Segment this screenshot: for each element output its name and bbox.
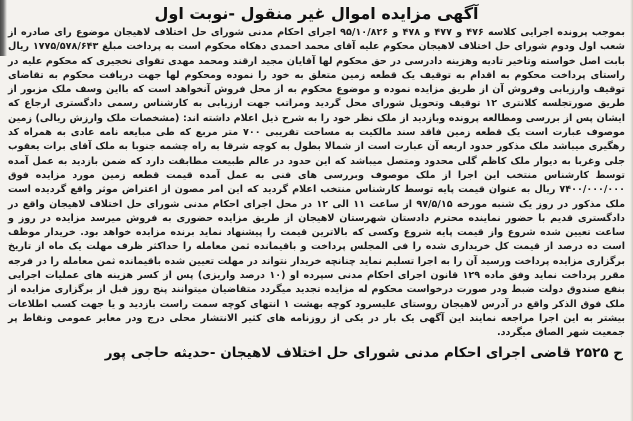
notice-body: بموجب پرونده اجرایی کلاسه ۴۷۶ و ۴۷۷ و ۴۷۸ و ۹۵/۱۰/۸۲۶ اجرای احکام مدنی شورای حل اختلاف لاهیجان موضوع رای صادره از شعب اول ودوم شورای حل اختلاف لاهیجان محکوم علیه آقای محمد احمدی دهکاه محکوم است به پرداخت مبلغ ۱۷۷۵/۵۷۸/۶۴۳ ریال بابت اصل خواسته وتاخیر تادیه وهزینه دادرسی در حق محکوم لها آقایان مجید ارقند ومحمد مهدی تقوای نخجیری که محکوم علیه در راستای پرداخت محکوم به اقدام به توقیف یک قطعه زمین متعلق به خود را نموده ومحکوم لها جهت دریافت محکوم به تقاضای توقیف وارزیابی وفروش آن از طریق مزایده نموده و موضوع محکوم به از محل فروش آنخواهد است که بااین وسف ملک مزبور از طریق صورتجلسه کلانتری ۱۲ توقیف وتحویل شورای محل گردید ومراتب جهت ارزیابی به کارشناس رسمی دادگستری ارجاع که ایشان پس از بررسی ومطالعه پرونده وبازدید از ملک نظر خود را به شرح ذیل اعلام داشته اند: (مشخصات ملک وارزش ریالی) زمین موصوف عبارت است یک قطعه زمین فاقد سند مالکیت به مساحت تقریبی ۷۰۰ متر مربع که طی مبایعه نامه عادی به همراه کد رهگیری میباشد ملک مذکور حدود اربعه آن عبارت است از شمالا بطول به کوچه شرقا به راه چشمه جنوبا به ملک آقای برات یعقوب جلی وغربا به دیوار ملک کاظم گلی محدود ومتصل میباشد که این حدود در عالم طبیعت مطابقت دارد که ضمن بازدید به عمل آمده توسط کارشناس منتخب این اجرا از ملک موصوف وبررسی های فنی به عمل آمده قیمت قطعه زمین مورد مزایده فوق ۷۴۰۰/۰۰۰/۰۰۰ ریال به عنوان قیمت پایه توسط کارشناس منتخب اعلام گردید که این امر مصون از اعتراض موثر واقع گردیده است ملک مذکور در روز یک شنبه مورخه ۹۷/۵/۱۵ از ساعت ۱۱ الی ۱۲ در محل اجرای احکام مدنی شورای حل اختلاف لاهیجان واقع در دادگستری قدیم با حضور نماینده محترم دادستان شهرستان لاهیجان از طریق مزایده حضوری به فروش میرسد مزایده در روز و ساعت تعیین شده شروع واز قیمت پایه شروع وکسی که بالاترین قیمت را پیشنهاد نماید برنده مزایده خواهد بود. خریدار موظف است ده درصد از قیمت کل خریداری شده را فی المجلس پرداخت و باقیمانده ثمن معامله را حداکثر ظرف مهلت یک ماه از تاریخ برگزاری مزایده پرداخت ورسید آن را به اجرا تسلیم نماید چنانچه خریدار نتواند در مهلت تعیین شده باقیمانده ثمن معامله را در فرجه مقرر پرداخت نماید وفق ماده ۱۲۹ قانون اجرای احکام مدنی سپرده او (۱۰ درصد واریزی) پس از کسر هزینه های عملیات اجرایی بنفع صندوق دولت ضبط ودر صورت درخواست محکوم له مزایده تجدید میگردد متقاضیان میتوانند پنج روز قبل از برگزاری مزایده از ملک فوق الذکر واقع در آدرس لاهیجان روستای علیسرود کوچه بهشت ۱ انتهای کوچه سمت راست بازدید و یا جهت کسب اطلاعات بیشتر به این اجرا مراجعه نمایند این آگهی یک بار در یکی از روزنامه های کثیر الانتشار محلی درج ودر معابر عمومی ونقاط پر جمعیت شهر الصاق میگردد.: [8, 27, 626, 339]
notice-title: آگهی مزایده اموال غیر منقول -نوبت اول: [154, 4, 479, 23]
notice-signature: ح ۲۵۲۵ قاضی اجرای احکام مدنی شورای حل اختلاف لاهیجان -حدیثه حاجی پور: [104, 344, 623, 361]
torn-paper-edge: [0, 0, 7, 56]
